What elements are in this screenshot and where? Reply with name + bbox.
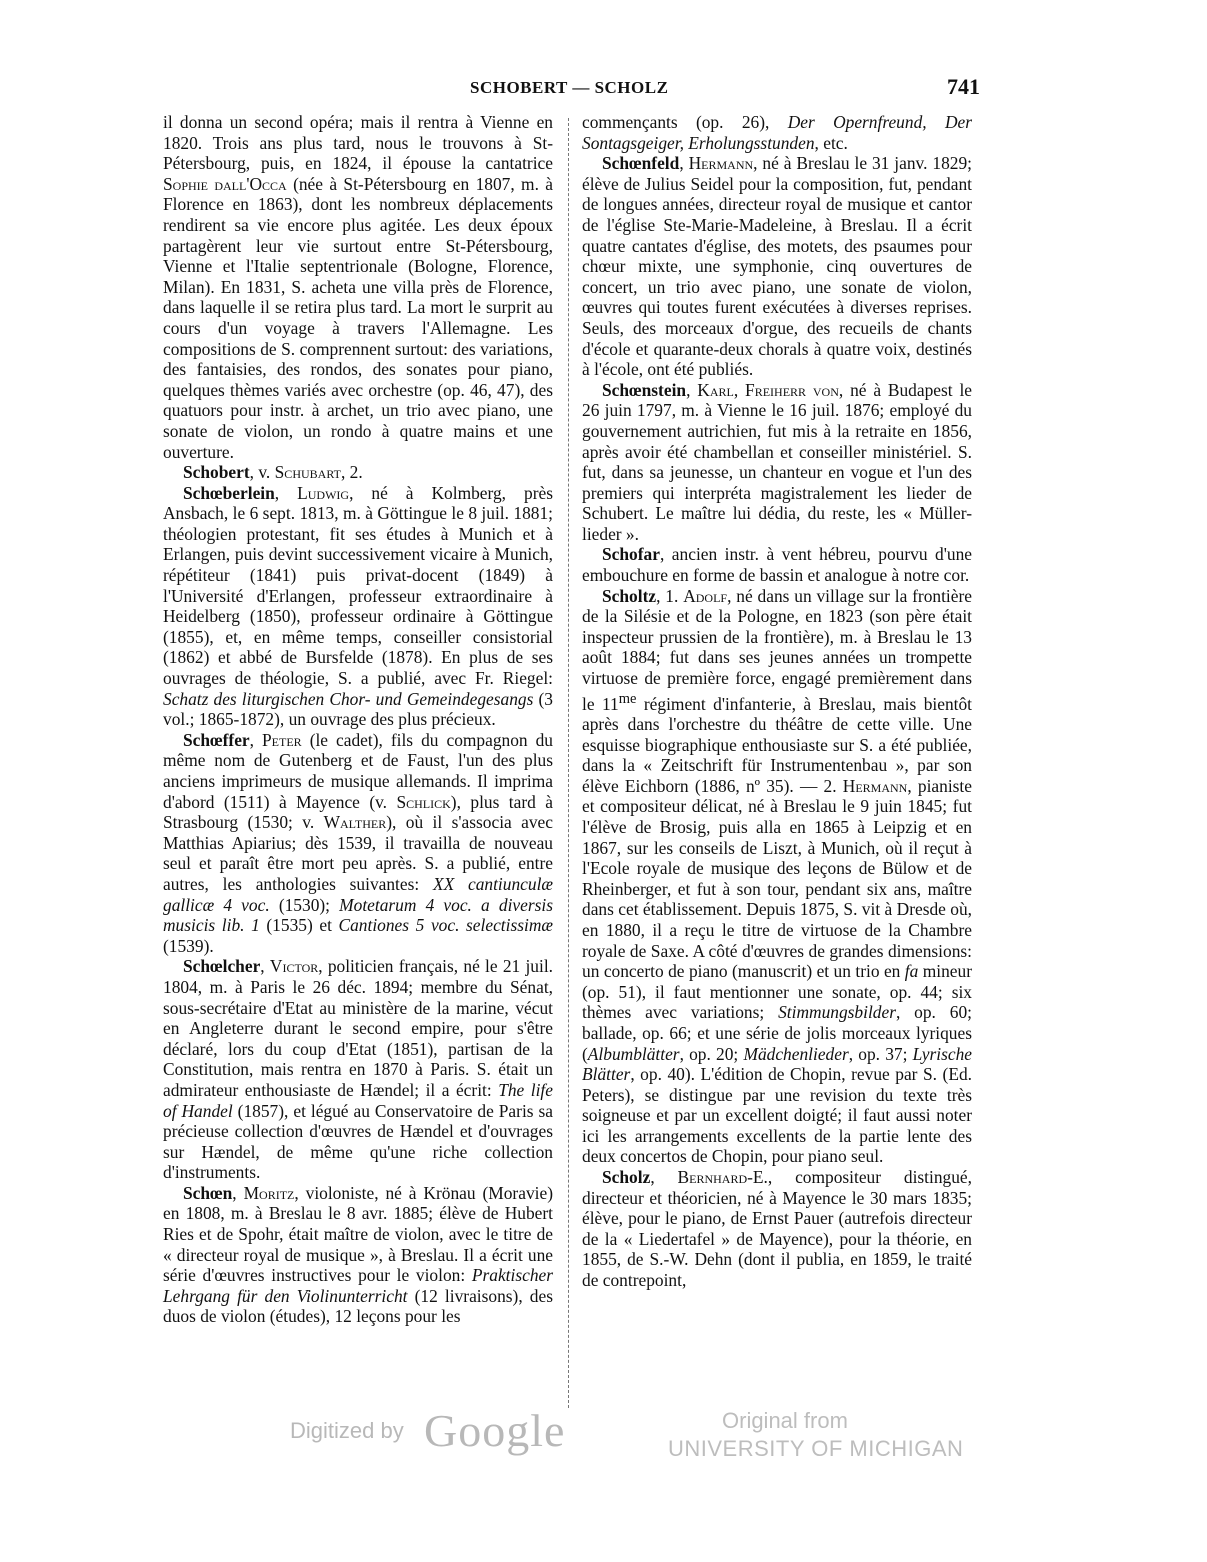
entry-headword: Schœn	[183, 1182, 233, 1203]
running-head	[160, 74, 980, 104]
text: , op. 20;	[679, 1043, 744, 1064]
text: (1535) et	[259, 915, 339, 936]
work-title: Praktischer Lehrgang für den Violinunterricht	[163, 1265, 553, 1306]
left-column	[163, 112, 553, 1327]
entry-schoen: Schœn, Moritz, violoniste, né à Krönau (Moravie) en 1808, m. à Breslau le 8 avr. 1885; élève de Hubert Ries et de Spohr, était maître de violon, avec le titre de « directeur royal de musique », à Breslau. Il a écrit une série d'œuvres instructives pour le violon: Praktischer Lehrgang für den Violinunterricht (12 livraisons), des duos de violon (études), 12 leçons pour les	[163, 1182, 553, 1327]
work-title: Stimmungsbilder	[778, 1002, 896, 1023]
text: il donna un second opéra; mais il rentra à Vienne en 1820. Trois ans plus tard, nous le trouvons à St-Pétersbourg, puis, en 1824, il épouse la cantatrice	[163, 112, 553, 174]
person-name: Hermann	[688, 153, 754, 174]
digitized-by-label: Digitized by	[290, 1418, 404, 1443]
text: , pianiste et compositeur délicat, né à Breslau le 9 juin 1845; fut l'élève de Brosig, puis alla en 1865 à Leipzig et en 1867, sur les conseils de Liszt, à Munich, où il reçut à l'Ecole royale de musique des leçons de Bülow et de Rheinberger, et fut à son tour, pendant six ans, maître dans cet établissement. Depuis 1875, S. vit à Dresde où, en 1880, il a reçu le titre de virtuose de la Chambre royale de Saxe. A côté d'œuvres de grandes dimensions: un concerto de piano (manuscrit) et un trio en	[582, 775, 972, 982]
entry-schoeffer: Schœffer, Peter (le cadet), fils du compagnon du même nom de Gutenberg et de Faust, l'un des plus anciens imprimeurs de musique allemands. Il imprima d'abord (1511) à Mayence (v. Schlick), plus tard à Strasbourg (1530; v. Walther), où il s'associa avec Matthias Apiarius; dès 1539, il travailla de nouveau seul et paraît être mort peu après. S. a publié, entre autres, les anthologies suivantes: XX cantiunculæ gallicæ 4 voc. (1530); Motetarum 4 voc. a diversis musicis lib. 1 (1535) et Cantiones 5 voc. selectissimæ (1539).	[163, 729, 554, 956]
person-name: Peter	[262, 729, 302, 750]
entry-headword: Schœffer	[183, 729, 250, 750]
page-number: 741	[947, 74, 980, 99]
key-name: fa	[904, 961, 919, 982]
paragraph-continuation	[582, 112, 972, 153]
person-name: Sophie dall'Occa	[163, 173, 287, 194]
person-name: Moritz	[243, 1182, 295, 1203]
work-title: XX cantiunculæ gallicæ 4 voc.	[163, 873, 554, 915]
work-title: Cantiones 5 voc. selectissimæ	[338, 915, 553, 936]
text: , op. 37;	[848, 1043, 913, 1064]
work-title: Lyrische Blätter	[582, 1043, 972, 1085]
person-name: Bernhard-E.	[677, 1167, 768, 1188]
text: ), où il s'associa avec Matthias Apiarius; dès 1539, il travailla de nouveau seul et paraît être mort peu après. S. a publié, entre autres, les anthologies suivantes:	[163, 812, 553, 894]
entry-headword: Schobert	[183, 462, 250, 483]
entry-headword: Schofar	[602, 544, 660, 565]
text: , né dans un village sur la frontière de la Silésie et de la Pologne, en 1823 (son père était inspecteur prussien de la frontière), m. à Breslau le 13 août 1884; fut dans ses jeunes années un trompette virtuose de première force, engagé premièrement dans le 11	[582, 585, 972, 714]
text: (1530);	[269, 894, 340, 915]
person-name: Victor	[269, 956, 319, 977]
work-title: Der Opernfreund, Der Sontagsgeiger, Erholungsstunden	[582, 112, 972, 153]
digitization-footer	[0, 1405, 1207, 1478]
text: , 1.	[656, 585, 684, 606]
running-title: SCHOBERT — SCHOLZ	[470, 78, 669, 97]
entry-scholz: Scholz, Bernhard-E., compositeur distingué, directeur et théoricien, né à Mayence le 30 mars 1835; élève, pour le piano, de Ernst Pauer (autrefois directeur de la « Liedertafel » de Mayence), pour la théorie, en 1855, de S.-W. Dehn (dont il publia, en 1859, le traité de contrepoint,	[582, 1167, 973, 1291]
entry-headword: Schœnfeld	[602, 153, 680, 174]
work-title: Mädchenlieder	[743, 1043, 849, 1064]
text: (née à St-Pétersbourg en 1807, m. à Florence en 1863), dont les nombreux déplacements rendirent sa vie encore plus agitée. Les deux époux partagèrent leur vie surtout entre St-Pétersbourg, Vienne et l'Italie septentrionale (Bologne, Florence, Milan). En 1831, S. acheta une villa près de Florence, dans laquelle il se retira plus tard. La mort le surprit au cours d'un voyage à travers l'Allemagne. Les compositions de S. comprennent surtout: des variations, des fantaisies, des rondos, des sonates pour piano, quelques thèmes variés avec orchestre (op. 46, 47), des quatuors pour instr. à archet, un trio avec piano, une sonate de violon, un rondo à quatre mains et une ouverture.	[163, 173, 553, 462]
work-title: The life of Handel	[163, 1079, 553, 1121]
entry-headword: Scholz	[602, 1167, 651, 1188]
entry-headword: Schœberlein	[183, 482, 275, 503]
google-logo: Google	[424, 1405, 566, 1456]
paragraph-continuation	[163, 112, 553, 462]
ordinal-superscript: me	[618, 690, 637, 707]
entry-schoelcher: Schœlcher, Victor, politicien français, né le 21 juil. 1804, m. à Paris le 26 déc. 1894; membre du Sénat, sous-secrétaire d'Etat au ministère de la marine, vécut en Angleterre durant le second empire, pour s'être déclaré, lors du coup d'Etat (1851), partisan de la Constitution, mais rentra en 1870 à Paris. S. était un admirateur enthousiaste de Hændel; il a écrit: The life of Handel (1857), et légué au Conservatoire de Paris sa précieuse collection d'œuvres de Hændel et d'ouvrages sur Hændel, de même qu'une riche collection d'instruments.	[163, 956, 553, 1183]
work-title: Schatz des liturgischen Chor- und Gemeindegesangs	[163, 688, 534, 709]
entry-headword: Scholtz	[602, 585, 657, 606]
person-name: Karl, Freiherr von	[697, 379, 839, 400]
text: , etc.	[814, 132, 848, 153]
text: , op. 60; ballade, op. 66; et une série de jolis morceaux lyriques (	[582, 1002, 972, 1064]
entry-schobert	[163, 462, 553, 483]
text: , compositeur distingué, directeur et théoricien, né à Mayence le 30 mars 1835; élève, pour le piano, de Ernst Pauer (autrefois directeur de la « Liedertafel » de Mayence), pour la théorie, en 1855, de S.-W. Dehn (dont il publia, en 1859, le traité de contrepoint,	[582, 1167, 973, 1291]
right-column	[582, 112, 972, 1291]
work-title: Albumblätter	[587, 1043, 680, 1064]
person-name: Hermann	[842, 775, 908, 796]
text: , politicien français, né le 21 juil. 1804, m. à Paris le 26 déc. 1894; membre du Sénat, sous-secrétaire d'Etat au ministère de la marine, vécut en Angleterre durant le second empire, pour s'être déclaré, lors du coup d'Etat (1851), partisan de la Constitution, mais rentra en 1870 à Paris. S. était un admirateur enthousiaste de Hændel; il a écrit:	[163, 956, 553, 1100]
original-from-label: Original from	[722, 1408, 848, 1433]
person-name: Ludwig	[297, 482, 350, 503]
text: (1857), et légué au Conservatoire de Paris sa précieuse collection d'œuvres de Hændel et d'ouvrages sur Hændel, de même qu'une riche collection d'instruments.	[163, 1100, 553, 1183]
column-divider	[568, 118, 570, 1408]
person-name: Adolf	[683, 585, 728, 606]
text: , violoniste, né à Krönau (Moravie) en 1808, m. à Breslau le 8 avr. 1885; élève de Hubert Ries et de Spohr, était maître de violon, avec le titre de « directeur royal de musique », à Breslau. Il a écrit une série d'œuvres instructives pour le violon:	[163, 1182, 553, 1286]
entry-headword: Schœlcher	[183, 956, 261, 977]
text: (1539).	[163, 935, 214, 956]
cross-reference: Walther	[323, 812, 387, 833]
entry-scholtz	[582, 586, 972, 1167]
text: régiment d'infanterie, à Breslau, mais bientôt après dans l'orchestre du théâtre de cette ville. Une esquisse biographique enthousiaste sur S. a été publiée, dans la « Zeitschrift für Instrumentenbau », par son élève Eichborn (1886, nº 35). — 2.	[582, 693, 972, 796]
text: , né à Kolmberg, près Ansbach, le 6 sept. 1813, m. à Göttingue le 8 juil. 1881; théologien protestant, fit ses études à Munich et à Erlangen, puis devint successivement vicaire à Munich, répétiteur (1841) puis privat-docent (1849) à l'Université d'Erlangen, professeur extraordinaire à Heidelberg (1850), professeur ordinaire à Göttingue (1855), et, en même temps, conseiller consistorial (1862) et abbé de Bursfelde (1878). En plus de ses ouvrages de théologie, S. a publié, avec Fr. Riegel:	[163, 482, 553, 689]
cross-reference: Schlick	[396, 791, 451, 812]
cross-reference: Schubart	[274, 462, 341, 483]
text: mineur (op. 51), il faut mentionner une sonate, op. 44; six thèmes avec variations;	[582, 961, 972, 1023]
text: (le cadet), fils du compagnon du même nom de Gutenberg et de Faust, l'un des plus anciens imprimeurs de musique allemands. Il imprima d'abord (1511) à Mayence (v.	[163, 729, 554, 812]
entry-schoenfeld: Schœnfeld, Hermann, né à Breslau le 31 janv. 1829; élève de Julius Seidel pour la composition, fut, pendant de longues années, directeur royal de musique et cantor de l'église Ste-Marie-Madeleine, à Breslau. Il a écrit quatre cantates d'église, des motets, des psaumes pour chœur mixte, une symphonie, cinq ouvertures de concert, un trio avec piano, une sonate de violon, œuvres qui toutes furent exécutées à diverses reprises. Seuls, des morceaux d'orgue, des recueils de chants d'école et quarante-deux chorals à quatre voix, destinés à l'école, ont été publiés.	[582, 153, 972, 380]
text: , ancien instr. à vent hébreu, pourvu d'une embouchure en forme de bassin et analogue à notre cor.	[582, 544, 972, 586]
entry-schoeberlein: Schœberlein, Ludwig, né à Kolmberg, près Ansbach, le 6 sept. 1813, m. à Göttingue le 8 juil. 1881; théologien protestant, fit ses études à Munich et à Erlangen, puis devint successivement vicaire à Munich, répétiteur (1841) puis privat-docent (1849) à l'Université d'Erlangen, professeur extraordinaire à Heidelberg (1850), professeur ordinaire à Göttingue (1855), et, en même temps, conseiller consistorial (1862) et abbé de Bursfelde (1878). En plus de ses ouvrages de théologie, S. a publié, avec Fr. Riegel: Schatz des liturgischen Chor- und Gemeindegesangs (3 vol.; 1865-1872), un ouvrage des plus précieux.	[163, 482, 553, 730]
text: , v.	[249, 462, 275, 483]
text: ), plus tard à Strasbourg (1530; v.	[163, 791, 553, 833]
text: commençants (op. 26),	[582, 112, 788, 132]
text: (3 vol.; 1865-1872), un ouvrage des plus précieux.	[163, 688, 553, 730]
university-label: UNIVERSITY OF MICHIGAN	[668, 1436, 964, 1461]
entry-schoenstein: Schœnstein, Karl, Freiherr von, né à Budapest le 26 juin 1797, m. à Vienne le 16 juil. 1876; employé du gouvernement autrichien, fut mis à la retraite en 1856, après avoir été chambellan et conseiller ministériel. S. fut, dans sa jeunesse, un chanteur en vogue et l'un des premiers qui interpréta magistralement les lieder de Schubert. Le maître lui dédia, du reste, les « Müller-lieder ».	[582, 379, 972, 544]
text: , né à Breslau le 31 janv. 1829; élève de Julius Seidel pour la composition, fut, pendant de longues années, directeur royal de musique et cantor de l'église Ste-Marie-Madeleine, à Breslau. Il a écrit quatre cantates d'église, des motets, des psaumes pour chœur mixte, une symphonie, cinq ouvertures de concert, un trio avec piano, une sonate de violon, œuvres qui toutes furent exécutées à diverses reprises. Seuls, des morceaux d'orgue, des recueils de chants d'école et quarante-deux chorals à quatre voix, destinés à l'école, ont été publiés.	[582, 153, 972, 380]
entry-schofar	[582, 544, 972, 585]
text: , né à Budapest le 26 juin 1797, m. à Vienne le 16 juil. 1876; employé du gouvernement autrichien, fut mis à la retraite en 1856, après avoir été chambellan et conseiller ministériel. S. fut, dans sa jeunesse, un chanteur en vogue et l'un des premiers qui interpréta magistralement les lieder de Schubert. Le maître lui dédia, du reste, les « Müller-lieder ».	[582, 379, 972, 544]
text: , op. 40). L'édition de Chopin, revue par S. (Ed. Peters), se distingue par une revision du texte très soigneuse et par un excellent doigté; il faut aussi noter ici les arrangements excellents de la partie lente des deux concertos de Chopin, pour piano seul.	[582, 1064, 972, 1167]
entry-headword: Schœnstein	[602, 379, 687, 400]
text: (12 livraisons), des duos de violon (études), 12 leçons pour les	[163, 1285, 553, 1327]
work-title: Motetarum 4 voc. a diversis musicis lib. 1	[163, 894, 553, 936]
text: , 2.	[340, 462, 363, 483]
